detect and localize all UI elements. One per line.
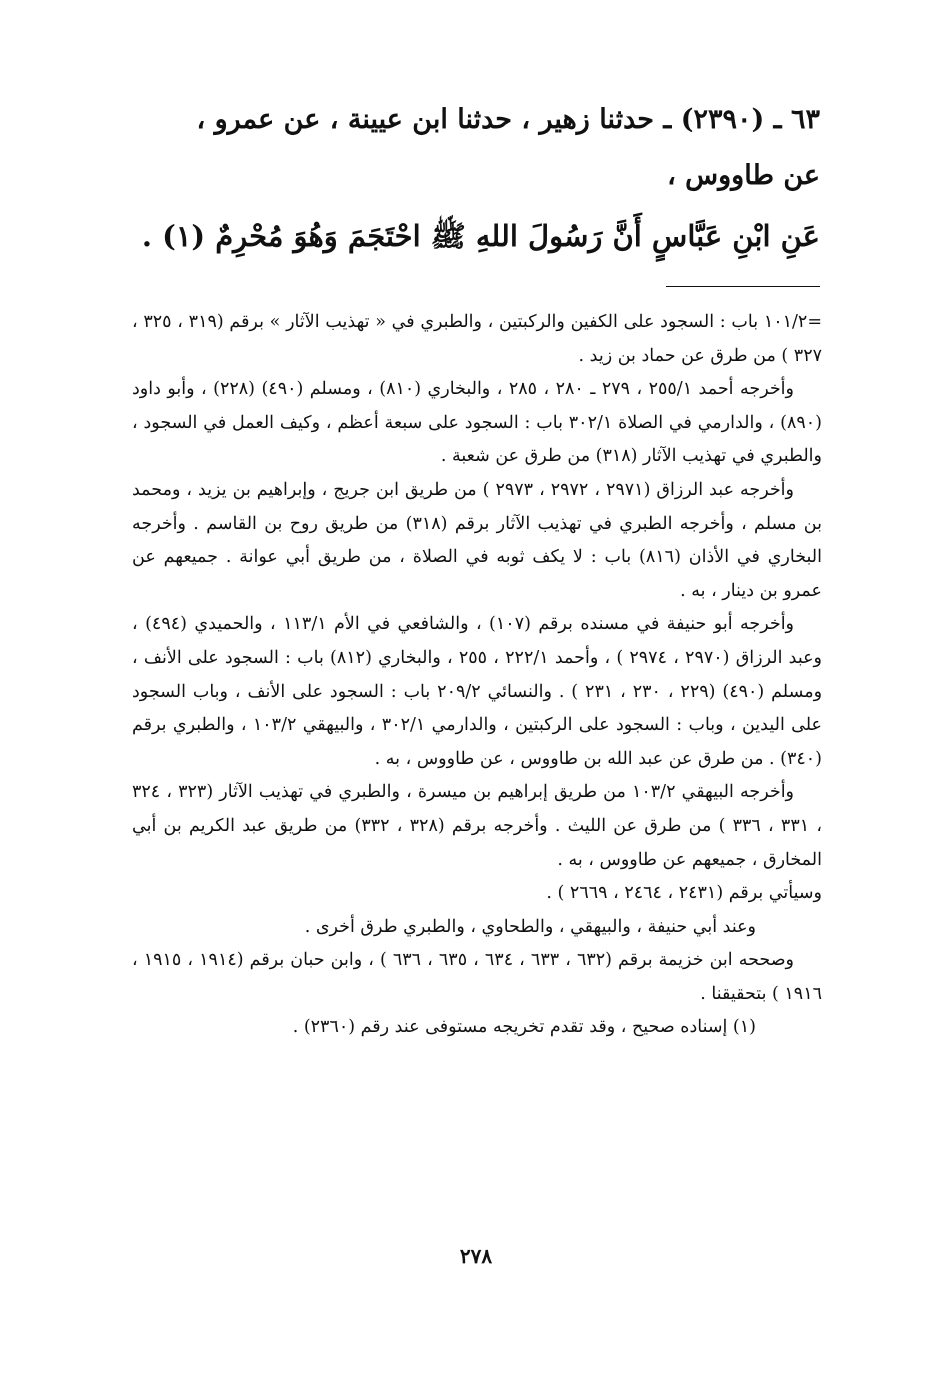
hadith-isnad-line-1: ٦٣ ـ (٢٣٩٠) ـ حدثنا زهير ، حدثنا ابن عيينة ، عن عمرو ، — [196, 104, 820, 135]
note-paragraph: وأخرجه البيهقي ١٠٣/٢ من طريق إبراهيم بن ميسرة ، والطبري في تهذيب الآثار (٣٢٣ ، ٣٢٤ ، ٣٣١ ، ٣٣٦ ) من طرق عن الليث . وأخرجه برقم (٣٢٨ ، ٣٣٢) من طريق عبد الكريم بن أبي المخارق ، جميعهم عن طاووس ، به . — [132, 782, 822, 870]
note-paragraph: وأخرجه أبو حنيفة في مسنده برقم (١٠٧) ، والشافعي في الأم ١١٣/١ ، والحميدي (٤٩٤) ، وعبد الرزاق (٢٩٧٠ ، ٢٩٧٤ ) ، وأحمد ٢٢٢/١ ، ٢٥٥ ، والبخاري (٨١٢) باب : السجود على الأنف ، ومسلم (٤٩٠) (٢٢٩ ، ٢٣٠ ، ٢٣١ ) . والنسائي ٢٠٩/٢ باب : السجود على الأنف ، وباب السجود على اليدين ، وباب : السجود على الركبتين ، والدارمي ٣٠٢/١ ، والبيهقي ١٠٣/٢ ، والطبري برقم (٣٤٠) . من طرق عن عبد الله بن طاووس ، عن طاووس ، به . — [132, 614, 823, 769]
page-number: ٢٧٨ — [459, 1244, 493, 1268]
note-paragraph: =١٠١/٢ باب : السجود على الكفين والركبتين ، والطبري في « تهذيب الآثار » برقم (٣١٩ ، ٣٢٥ ، ٣٢٧ ) من طرق عن حماد بن زيد . — [132, 312, 822, 366]
note-paragraph: وسيأتي برقم (٢٤٣١ ، ٢٤٦٤ ، ٢٦٦٩ ) . — [546, 883, 822, 904]
hadith-block — [132, 92, 820, 264]
footnote-separator — [666, 286, 820, 287]
note-paragraph: وأخرجه عبد الرزاق (٢٩٧١ ، ٢٩٧٢ ، ٢٩٧٣ ) من طريق ابن جريج ، وإبراهيم بن يزيد ، ومحمد بن مسلم ، وأخرجه الطبري في تهذيب الآثار برقم (٣١٨) من طريق روح بن القاسم . وأخرجه البخاري في الأذان (٨١٦) باب : لا يكف ثوبه في الصلاة ، من طريق أبي عوانة . جميعهم عن عمرو بن دينار ، به . — [132, 479, 823, 601]
book-page — [132, 0, 823, 1374]
footnote-1: (١) إسناده صحيح ، وقد تقدم تخريجه مستوفى عند رقم (٢٣٦٠) . — [292, 1017, 756, 1038]
footnotes — [132, 306, 822, 1045]
note-paragraph: وصححه ابن خزيمة برقم (٦٣٢ ، ٦٣٣ ، ٦٣٤ ، ٦٣٥ ، ٦٣٦ ) ، وابن حبان برقم (١٩١٤ ، ١٩١٥ ، ١٩١٦ ) بتحقيقنا . — [132, 950, 822, 1004]
note-paragraph: وعند أبي حنيفة ، والبيهقي ، والطحاوي ، والطبري طرق أخرى . — [304, 916, 756, 937]
hadith-matn: عَنِ ابْنِ عَبَّاسٍ أَنَّ رَسُولَ اللهِ ﷺ احْتَجَمَ وَهُوَ مُحْرِمٌ (١) . — [141, 219, 820, 253]
hadith-isnad-line-2: عن طاووس ، — [667, 160, 820, 191]
note-paragraph: وأخرجه أحمد ٢٥٥/١ ، ٢٧٩ ـ ٢٨٠ ، ٢٨٥ ، والبخاري (٨١٠) ، ومسلم (٤٩٠) (٢٢٨) ، وأبو داود (٨٩٠) ، والدارمي في الصلاة ٣٠٢/١ باب : السجود على سبعة أعظم ، وكيف العمل في السجود ، والطبري في تهذيب الآثار (٣١٨) من طرق عن شعبة . — [132, 379, 822, 467]
